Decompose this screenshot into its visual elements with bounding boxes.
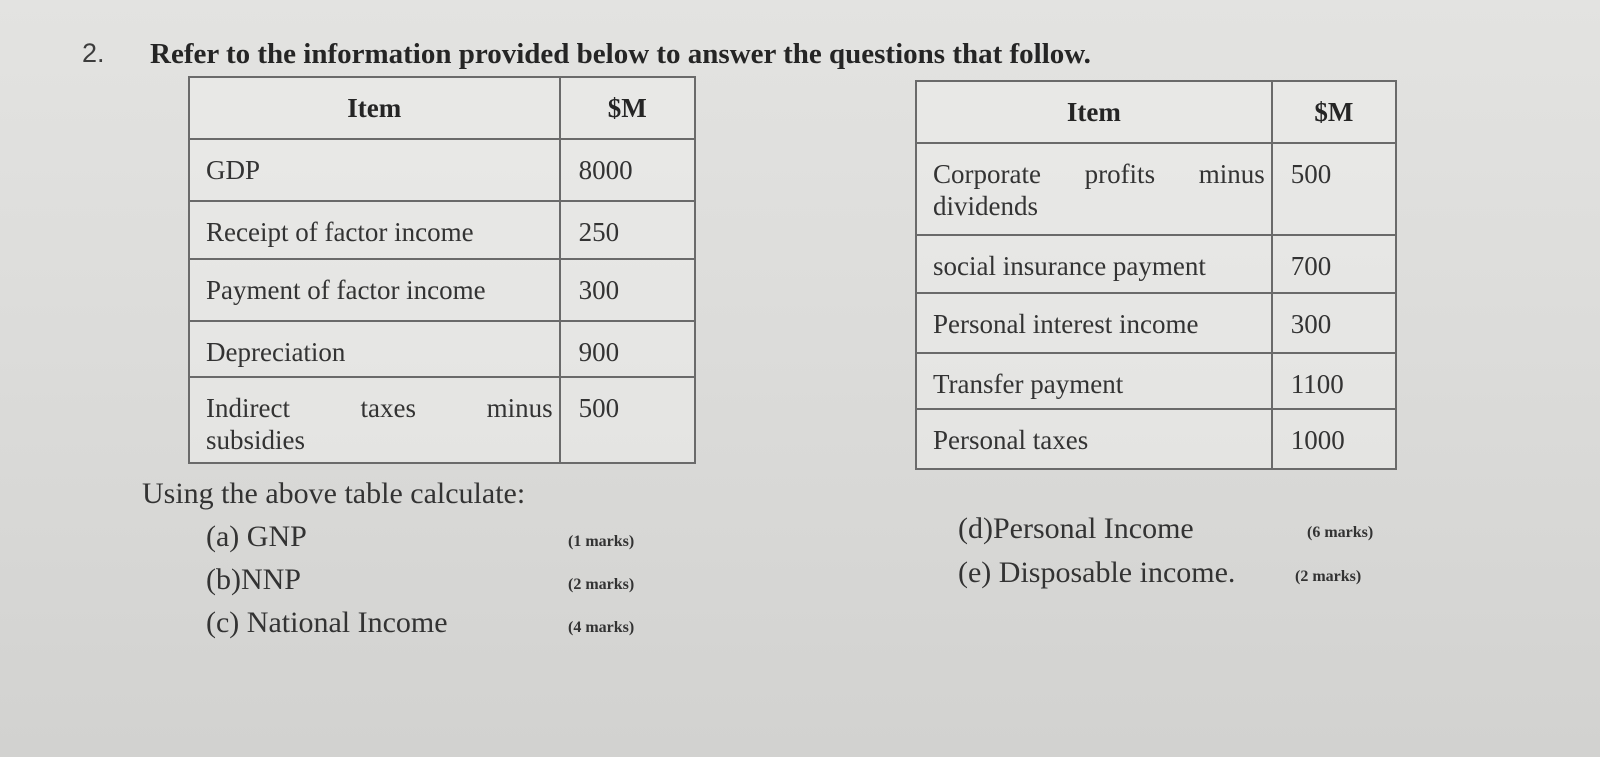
row-item: Receipt of factor income xyxy=(189,201,560,259)
column-header-value: $M xyxy=(560,77,695,139)
table-row xyxy=(916,143,1396,235)
task-e-label: (e) Disposable income. xyxy=(958,556,1236,589)
row-item-word: minus xyxy=(486,393,553,423)
row-value: 300 xyxy=(560,259,695,321)
task-c-marks: (4 marks) xyxy=(568,619,635,636)
row-item-word: profits xyxy=(1084,159,1156,189)
row-item-word: Corporate xyxy=(933,159,1041,189)
row-item-line2: subsidies xyxy=(206,425,306,455)
row-value: 8000 xyxy=(560,139,695,201)
row-item: Payment of factor income xyxy=(189,259,560,321)
table-row xyxy=(189,377,695,463)
row-item: Depreciation xyxy=(189,321,560,377)
row-value: 1000 xyxy=(1272,409,1396,469)
table-row xyxy=(189,139,695,201)
task-d-marks: (6 marks) xyxy=(1307,524,1374,541)
row-item: social insurance payment xyxy=(916,235,1272,293)
row-item-word: Indirect xyxy=(206,393,290,423)
row-value: 250 xyxy=(560,201,695,259)
row-item-word: minus xyxy=(1198,159,1265,189)
table-row xyxy=(916,409,1396,469)
row-item xyxy=(916,143,1272,235)
task-b-label: (b)NNP xyxy=(206,563,301,596)
row-item xyxy=(189,377,560,463)
column-header-value: $M xyxy=(1272,81,1396,143)
row-value: 700 xyxy=(1272,235,1396,293)
row-value: 500 xyxy=(1272,143,1396,235)
row-item: Transfer payment xyxy=(916,353,1272,409)
task-a-marks: (1 marks) xyxy=(568,533,635,550)
table-header-row xyxy=(916,81,1396,143)
row-value: 500 xyxy=(560,377,695,463)
right-data-table xyxy=(915,80,1397,470)
row-value: 1100 xyxy=(1272,353,1396,409)
row-item-word: taxes xyxy=(360,393,416,423)
row-item: GDP xyxy=(189,139,560,201)
column-header-item: Item xyxy=(916,81,1272,143)
row-item-line2: dividends xyxy=(933,191,1038,221)
table-row xyxy=(916,293,1396,353)
question-number: 2. xyxy=(82,38,105,68)
table-header-row xyxy=(189,77,695,139)
table-row xyxy=(189,259,695,321)
table-row xyxy=(189,321,695,377)
task-a-label: (a) GNP xyxy=(206,520,307,553)
task-e-marks: (2 marks) xyxy=(1295,568,1362,585)
table-row xyxy=(189,201,695,259)
table-row xyxy=(916,353,1396,409)
column-header-item: Item xyxy=(189,77,560,139)
table-row xyxy=(916,235,1396,293)
left-data-table xyxy=(188,76,696,464)
task-d-label: (d)Personal Income xyxy=(958,512,1194,545)
question-intro: Refer to the information provided below to answer the questions that follow. xyxy=(150,38,1091,70)
task-c-label: (c) National Income xyxy=(206,606,448,639)
task-b-marks: (2 marks) xyxy=(568,576,635,593)
row-item: Personal taxes xyxy=(916,409,1272,469)
row-item: Personal interest income xyxy=(916,293,1272,353)
task-prompt: Using the above table calculate: xyxy=(142,477,526,510)
row-value: 900 xyxy=(560,321,695,377)
row-value: 300 xyxy=(1272,293,1396,353)
